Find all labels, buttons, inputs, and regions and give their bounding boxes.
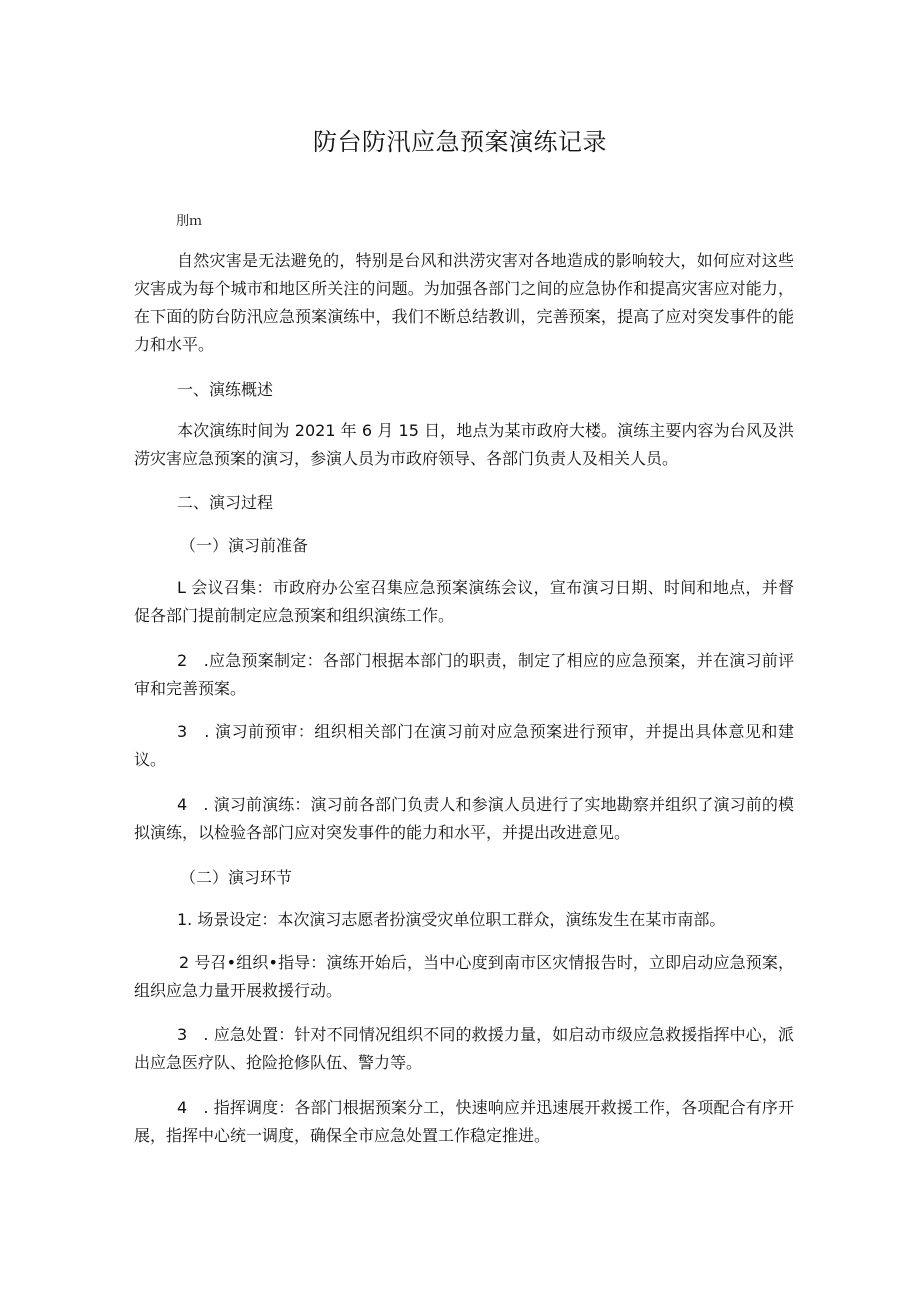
intro-paragraph: 自然灾害是无法避免的，特别是台风和洪涝灾害对各地造成的影响较大，如何应对这些灾害成为每个城市和地区所关注的问题。为加强各部门之间的应急协作和提高灾害应对能力，在下面的防台防汛应急预案演练中，我们不断总结教训，完善预案，提高了应对突发事件的能力和水平。 [134,251,794,354]
section1-body: 本次演练时间为 2021 年 6 月 15 日，地点为某市政府大楼。演练主要内容为台风及洪涝灾害应急预案的演习，参演人员为市政府领导、各部门负责人及相关人员。 [134,421,794,468]
sub1-item-3: 3 . 演习前预审：组织相关部门在演习前对应急预案进行预审，并提出具体意见和建议。 [134,722,794,769]
sub2-heading: （二）演习环节 [180,868,293,887]
sub1-item-1: L 会议召集：市政府办公室召集应急预案演练会议，宣布演习日期、时间和地点，并督促各部门提前制定应急预案和组织演练工作。 [134,578,794,625]
sub2-item-3: 3 . 应急处置：针对不同情况组织不同的救援力量，如启动市级应急救援指挥中心，派出应急医疗队、抢险抢修队伍、警力等。 [134,1025,794,1072]
section2-heading: 二、演习过程 [177,493,274,512]
sub2-item-1: 1. 场景设定：本次演习志愿者扮演受灾单位职工群众，演练发生在某市南部。 [177,910,726,929]
preface-label: 刖ｍ [176,214,203,229]
section1-heading: 一、演练概述 [177,380,274,399]
sub2-item-4: 4 . 指挥调度：各部门根据预案分工，快速响应并迅速展开救援工作，各项配合有序开展，指挥中心统一调度，确保全市应急处置工作稳定推进。 [134,1098,794,1145]
sub1-item-4: 4 . 演习前演练：演习前各部门负责人和参演人员进行了实地勘察并组织了演习前的模拟演练，以检验各部门应对突发事件的能力和水平，并提出改进意见。 [134,795,794,842]
sub2-item-2: 2 号召•组织•指导：演练开始后，当中心度到南市区灾情报告时，立即启动应急预案，组织应急力量开展救援行动。 [134,953,794,1000]
sub1-item-2: 2 .应急预案制定：各部门根据本部门的职责，制定了相应的应急预案，并在演习前评审和完善预案。 [134,651,794,698]
document-title: 防台防汛应急预案演练记录 [313,128,607,156]
sub1-heading: （一）演习前准备 [180,536,309,555]
